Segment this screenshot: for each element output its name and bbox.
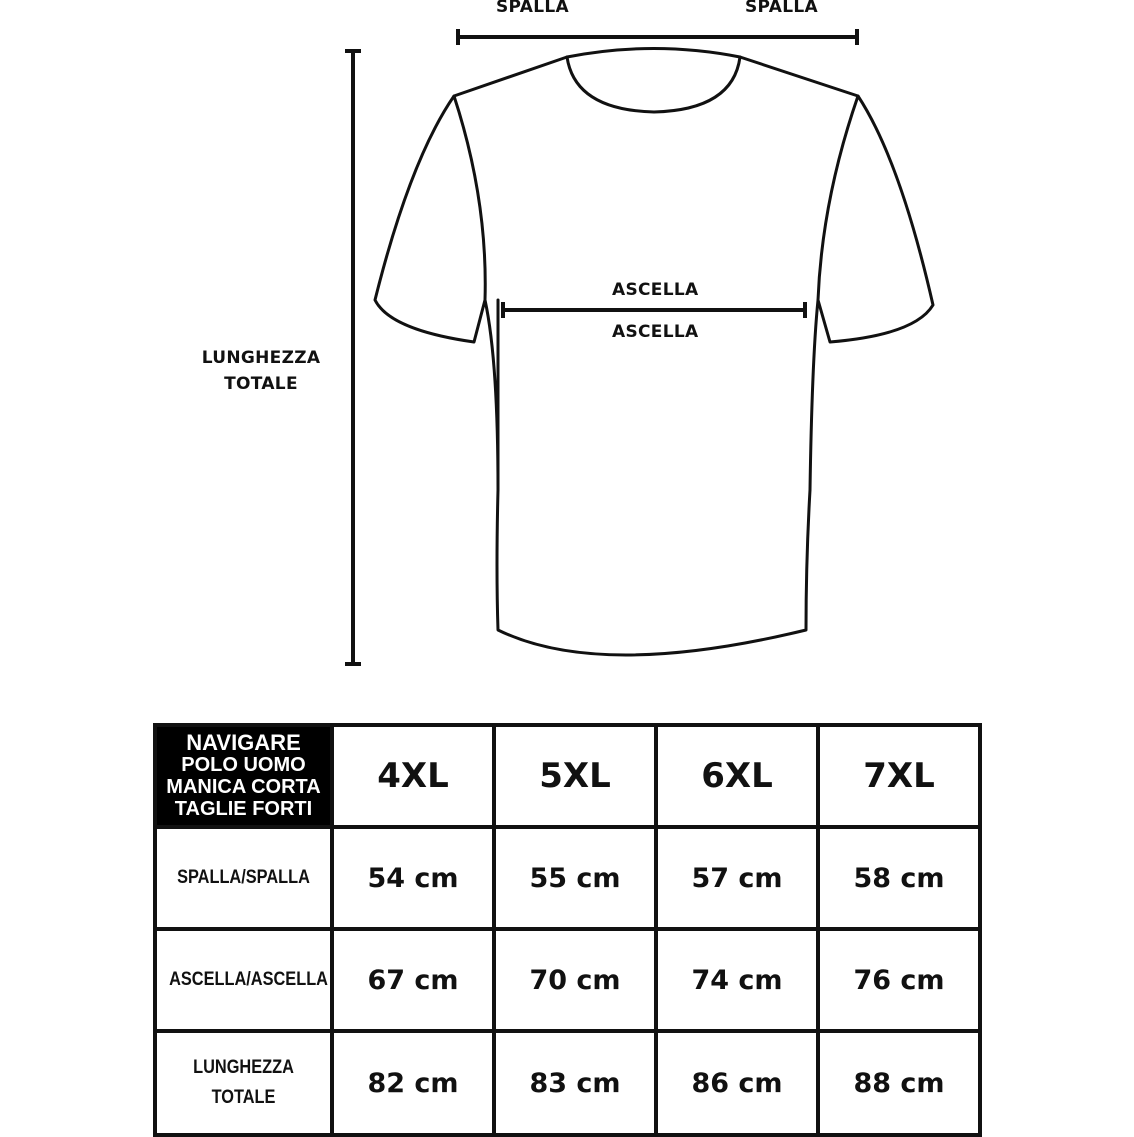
table-row-length: [155, 1031, 980, 1135]
size-chart-table: [153, 723, 982, 1137]
value-cell: 58 cm: [818, 827, 980, 929]
row-label: ASCELLA/ASCELLA: [169, 969, 328, 990]
title-line: TAGLIE FORTI: [174, 798, 313, 820]
value-cell: 83 cm: [494, 1031, 656, 1135]
right-sleeve-seam: [818, 96, 858, 300]
row-label-line: TOTALE: [211, 1087, 276, 1108]
value-cell: 76 cm: [818, 929, 980, 1031]
value-cell: 86 cm: [656, 1031, 818, 1135]
table-title-cell: [155, 725, 332, 827]
row-label-cell: [155, 929, 332, 1031]
size-header-4xl: 4XL: [332, 725, 494, 827]
shoulder-label-right: SPALLA: [745, 0, 818, 17]
table-header-row: [155, 725, 980, 827]
value-cell: 54 cm: [332, 827, 494, 929]
row-label-line: LUNGHEZZA: [193, 1057, 294, 1078]
length-dimension-cap-bottom: [345, 662, 361, 666]
row-label-cell: [155, 827, 332, 929]
shoulder-dimension-cap-left: [456, 29, 460, 45]
size-header-6xl: 6XL: [656, 725, 818, 827]
armpit-dimension-cap-left: [501, 302, 505, 318]
shoulder-label-left: SPALLA: [496, 0, 569, 17]
row-label: [169, 1053, 318, 1113]
row-label: SPALLA/SPALLA: [177, 867, 310, 888]
armpit-dimension-line: [503, 308, 805, 312]
title-line: NAVIGARE: [186, 730, 301, 755]
value-cell: 82 cm: [332, 1031, 494, 1135]
row-label-cell: [155, 1031, 332, 1135]
value-cell: 70 cm: [494, 929, 656, 1031]
table-row-shoulder: [155, 827, 980, 929]
value-cell: 74 cm: [656, 929, 818, 1031]
value-cell: 88 cm: [818, 1031, 980, 1135]
shirt-body-outline: [375, 57, 933, 655]
value-cell: 55 cm: [494, 827, 656, 929]
armpit-label-top: ASCELLA: [612, 280, 699, 300]
value-cell: 57 cm: [656, 827, 818, 929]
length-label: [196, 345, 326, 397]
collar-outer: [567, 57, 740, 112]
length-dimension-cap-top: [345, 49, 361, 53]
shoulder-dimension-line: [458, 35, 858, 39]
collar-inner: [567, 49, 740, 58]
size-header-5xl: 5XL: [494, 725, 656, 827]
length-dimension-line: [351, 50, 355, 665]
value-cell: 67 cm: [332, 929, 494, 1031]
title-line: POLO UOMO: [181, 754, 306, 776]
armpit-dimension-cap-right: [803, 302, 807, 318]
length-label-line2: TOTALE: [224, 374, 298, 394]
shoulder-dimension-cap-right: [855, 29, 859, 45]
armpit-label-bottom: ASCELLA: [612, 322, 699, 342]
left-sleeve-seam: [454, 96, 485, 300]
title-line: MANICA CORTA: [166, 776, 321, 798]
size-header-7xl: 7XL: [818, 725, 980, 827]
length-label-line1: LUNGHEZZA: [201, 348, 321, 368]
table-row-armpit: [155, 929, 980, 1031]
